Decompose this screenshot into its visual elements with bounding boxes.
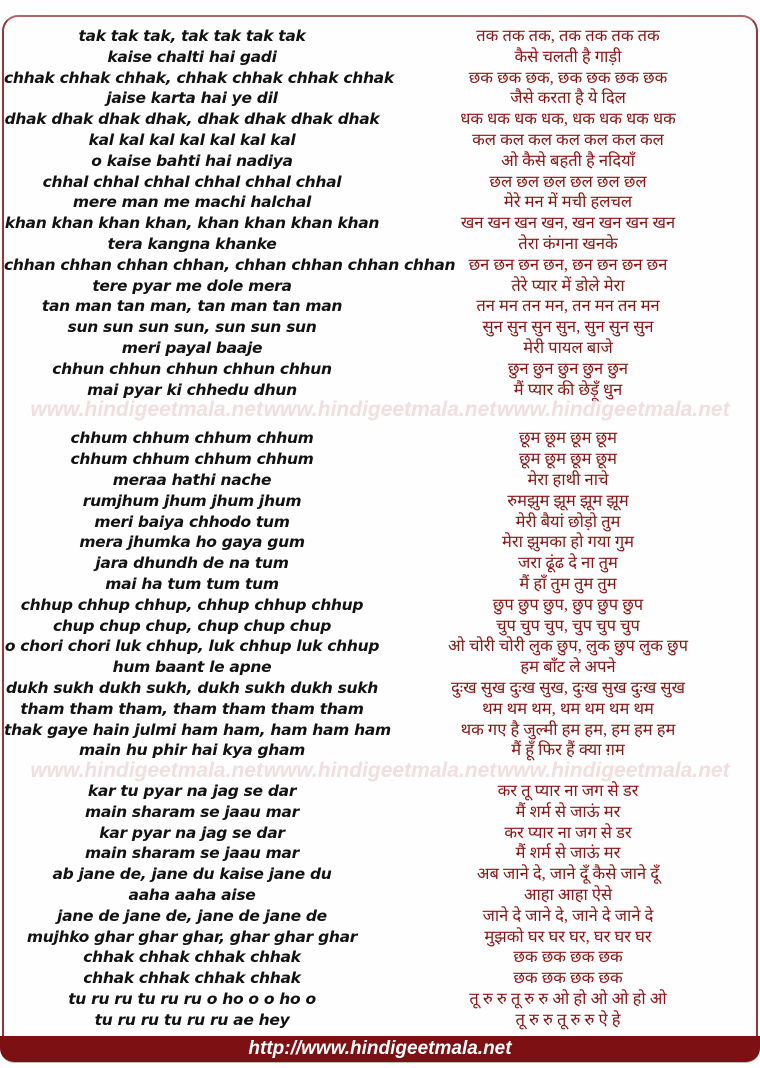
devanagari-lyric-line: तेरे प्यार में डोले मेरा (511, 275, 625, 295)
latin-lyric-line: tak tak tak, tak tak tak tak (78, 27, 306, 45)
latin-lyric-line: mere man me machi halchal (72, 193, 312, 212)
latin-lyric-line: chhal chhal chhal chhal chhal chhal (42, 172, 342, 191)
devanagari-lyric-line: दुःख सुख दुःख सुख, दुःख सुख दुःख सुख (451, 677, 685, 697)
latin-lyric-line: meraa hathi nache (112, 470, 272, 489)
latin-lyric-line: jara dhundh de na tum (95, 554, 289, 573)
devanagari-lyrics-column-stanza-2 (380, 428, 756, 761)
devanagari-lyric-line: कर प्यार ना जग से डर (504, 822, 632, 842)
latin-lyric-line: chhum chhum chhum chhum (70, 450, 314, 469)
stanza-row-2 (4, 428, 756, 761)
latin-lyric-line: rumjhum jhum jhum jhum (82, 491, 302, 510)
devanagari-lyric-line: ओ कैसे बहती है नदियाँ (501, 150, 635, 170)
watermark-text: www.hindigeetmala.net (263, 759, 497, 782)
devanagari-lyric-line: जैसे करता है ये दिल (510, 88, 626, 108)
latin-lyric-line: tan man tan man, tan man tan man (41, 297, 343, 316)
latin-lyric-line: main sharam se jaau mar (85, 844, 299, 863)
latin-lyric-line: mera jhumka ho gaya gum (79, 533, 305, 552)
latin-lyric-line: khan khan khan khan, khan khan khan khan (4, 214, 380, 233)
latin-lyric-line: tere pyar me dole mera (92, 276, 292, 295)
latin-lyric-line: chhak chhak chhak chhak (83, 948, 301, 967)
devanagari-lyric-line: तक तक तक, तक तक तक तक (476, 26, 660, 45)
devanagari-lyric-line: कल कल कल कल कल कल कल (472, 129, 664, 149)
devanagari-lyric-line: छक छक छक, छक छक छक छक (468, 67, 668, 87)
devanagari-lyric-line: मैं प्यार की छेड़ूँ धुन (513, 379, 623, 399)
latin-lyric-line: chhak chhak chhak, chhak chhak chhak chhak (4, 68, 394, 87)
devanagari-lyric-line: मेरी पायल बाजे (523, 337, 613, 357)
latin-lyric-line: tera kangna khanke (107, 234, 277, 253)
devanagari-lyric-line: जरा ढूंढ दे ना तुम (518, 553, 618, 573)
devanagari-lyric-line: आहा आहा ऐसे (523, 885, 613, 905)
devanagari-lyrics-column-stanza-3 (380, 781, 756, 1031)
footer-site-url[interactable]: http://www.hindigeetmala.net (248, 1038, 512, 1059)
devanagari-lyric-line: थम थम थम, थम थम थम थम (482, 698, 654, 718)
devanagari-lyric-line: मैं हूँ फिर हैं क्या ग़म (511, 740, 625, 760)
devanagari-lyric-line: अब जाने दे, जाने दूँ कैसे जाने दूँ (476, 864, 660, 884)
footer-bar (0, 1036, 760, 1062)
latin-lyric-line: sun sun sun sun, sun sun sun (67, 318, 317, 337)
latin-lyric-line: main hu phir hai kya gham (78, 741, 305, 760)
devanagari-lyric-line: मेरा झुमका हो गया गुम (501, 532, 634, 552)
latin-lyric-line: kaise chalti hai gadi (107, 47, 277, 66)
watermark-text: www.hindigeetmala.net (263, 398, 497, 421)
stanza-row-3 (4, 781, 756, 1031)
latin-lyric-line: chhun chhun chhun chhun chhun (52, 359, 332, 378)
devanagari-lyric-line: छक छक छक छक (513, 968, 623, 988)
devanagari-lyric-line: छुन छुन छुन छुन छुन (507, 358, 629, 378)
devanagari-lyric-line: मैं शर्म से जाऊं मर (515, 801, 621, 821)
latin-lyric-line: tu ru ru tu ru ru o ho o o ho o (68, 990, 316, 1009)
latin-lyric-line: aaha aaha aise (128, 886, 256, 905)
devanagari-lyric-line: खन खन खन खन, खन खन खन खन (460, 213, 676, 233)
devanagari-lyric-line: तेरा कंगना खनके (518, 233, 618, 253)
devanagari-lyric-line: तन मन तन मन, तन मन तन मन (476, 296, 660, 316)
latin-lyric-line: chhan chhan chhan chhan, chhan chhan chhan chhan (4, 255, 456, 274)
devanagari-lyric-line: छल छल छल छल छल छल (489, 171, 647, 191)
latin-lyric-line: ab jane de, jane du kaise jane du (52, 865, 332, 884)
watermark-text: www.hindigeetmala.net (497, 398, 730, 421)
latin-lyric-line: mai pyar ki chhedu dhun (87, 380, 297, 399)
latin-lyric-line: meri baiya chhodo tum (94, 512, 290, 531)
latin-lyric-line: meri payal baaje (121, 338, 263, 357)
latin-lyric-line: chup chup chup, chup chup chup (53, 616, 331, 635)
devanagari-lyric-line: तू रु रु तू रु रु ऐ हे (515, 1009, 621, 1029)
devanagari-lyric-line: मेरे मन में मची हलचल (503, 192, 633, 212)
latin-lyric-line: dhak dhak dhak dhak, dhak dhak dhak dhak (4, 110, 380, 129)
lyrics-content (4, 0, 756, 1031)
devanagari-lyric-line: मैं शर्म से जाऊं मर (515, 843, 621, 863)
devanagari-lyric-line: धक धक धक धक, धक धक धक धक (460, 109, 676, 129)
devanagari-lyric-line: मेरा हाथी नाचे (527, 469, 609, 489)
latin-lyric-line: kal kal kal kal kal kal kal (88, 130, 296, 149)
latin-lyric-line: jaise karta hai ye dil (106, 89, 278, 108)
latin-lyrics-column-stanza-2 (4, 428, 391, 761)
devanagari-lyric-line: थक गए है जुल्मी हम हम, हम हम हम (460, 719, 676, 739)
watermark-text: www.hindigeetmala.net (30, 398, 263, 421)
latin-lyric-line: tu ru ru tu ru ru ae hey (94, 1010, 290, 1029)
latin-lyric-line: o chori chori luk chhup, luk chhup luk chhup (4, 637, 380, 656)
devanagari-lyric-line: मुझको घर घर घर, घर घर घर (484, 926, 652, 946)
devanagari-lyric-line: कर तू प्यार ना जग से डर (497, 781, 639, 801)
latin-lyric-line: hum baant le apne (112, 658, 272, 677)
devanagari-lyric-line: ओ चोरी चोरी लुक छुप, लुक छुप लुक छुप (448, 636, 688, 656)
latin-lyric-line: main sharam se jaau mar (85, 802, 299, 821)
latin-lyrics-column-stanza-1 (4, 26, 456, 400)
latin-lyric-line: mujhko ghar ghar ghar, ghar ghar ghar (26, 927, 358, 946)
latin-lyric-line: kar pyar na jag se dar (99, 823, 285, 842)
latin-lyric-line: kar tu pyar na jag se dar (87, 782, 297, 801)
stanza-row-1 (4, 26, 756, 400)
devanagari-lyric-line: तू रु रु तू रु रु ओ हो ओ ओ हो ओ (469, 989, 667, 1009)
latin-lyric-line: o kaise bahti hai nadiya (91, 151, 293, 170)
devanagari-lyric-line: छूम छूम छूम छूम (518, 449, 618, 469)
stanza-gap (4, 761, 756, 781)
latin-lyric-line: mai ha tum tum tum (105, 574, 279, 593)
devanagari-lyric-line: मेरी बैयां छोड़ो तुम (515, 511, 621, 531)
latin-lyric-line: chhum chhum chhum chhum (70, 429, 314, 448)
devanagari-lyric-line: चुप चुप चुप, चुप चुप चुप (496, 615, 640, 635)
devanagari-lyric-line: छूम छूम छूम छूम (518, 428, 618, 448)
latin-lyric-line: tham tham tham, tham tham tham tham (20, 699, 364, 718)
latin-lyrics-column-stanza-3 (4, 781, 380, 1031)
devanagari-lyric-line: छन छन छन छन, छन छन छन छन (468, 254, 668, 274)
latin-lyric-line: chhak chhak chhak chhak (83, 969, 301, 988)
watermark-text: www.hindigeetmala.net (497, 759, 730, 782)
devanagari-lyric-line: जाने दे जाने दे, जाने दे जाने दे (482, 905, 654, 925)
stanza-gap (4, 400, 756, 428)
devanagari-lyric-line: सुन सुन सुन सुन, सुन सुन सुन (482, 317, 654, 337)
latin-lyric-line: jane de jane de, jane de jane de (57, 906, 327, 925)
devanagari-lyrics-column-stanza-1 (380, 26, 756, 400)
devanagari-lyric-line: हम बाँट ले अपने (520, 657, 616, 677)
devanagari-lyric-line: छक छक छक छक (513, 947, 623, 967)
devanagari-lyric-line: कैसे चलती है गाड़ी (514, 46, 622, 66)
latin-lyric-line: chhup chhup chhup, chhup chhup chhup (20, 595, 364, 614)
devanagari-lyric-line: मैं हाँ तुम तुम तुम (519, 573, 617, 593)
latin-lyric-line: thak gaye hain julmi ham ham, ham ham ham (4, 720, 391, 739)
devanagari-lyric-line: रुमझुम झूम झूम झूम (507, 490, 629, 510)
watermark-text: www.hindigeetmala.net (30, 759, 263, 782)
latin-lyric-line: dukh sukh dukh sukh, dukh sukh dukh sukh (6, 678, 378, 697)
devanagari-lyric-line: छुप छुप छुप, छुप छुप छुप (492, 594, 644, 614)
